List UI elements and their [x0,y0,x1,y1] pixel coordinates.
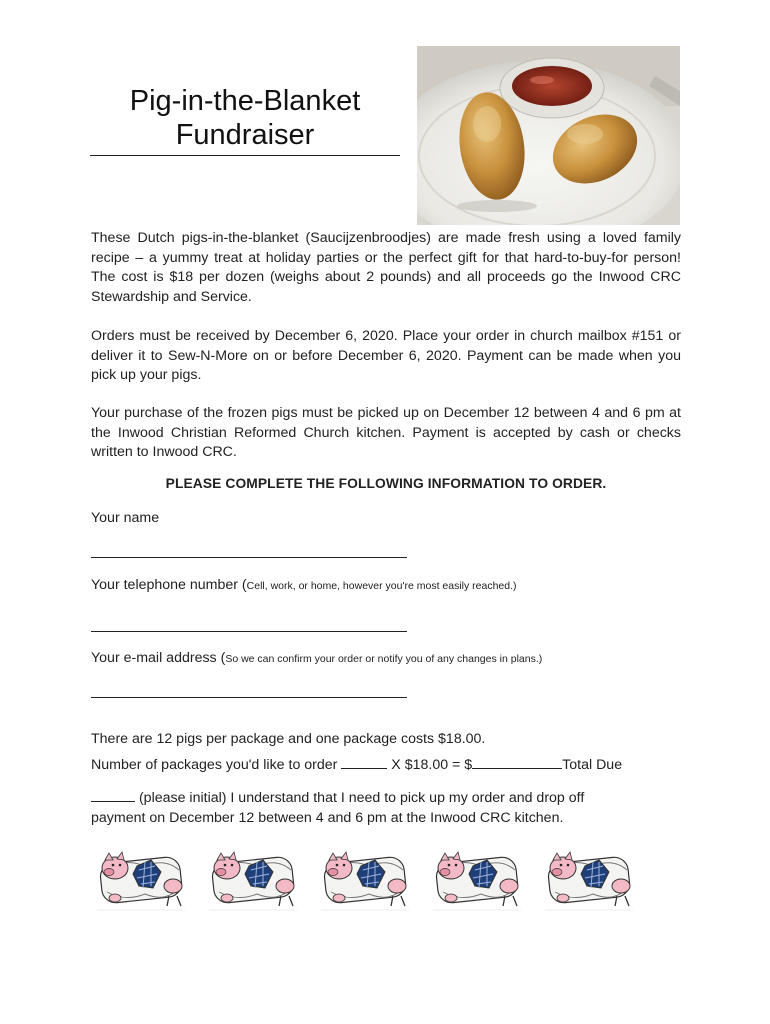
form-heading: PLEASE COMPLETE THE FOLLOWING INFORMATION TO ORDER. [165,476,607,491]
initial-row [91,787,584,806]
pigs-in-blanket-photo [417,46,680,225]
pig-in-blanket-cartoon-icon [207,840,299,920]
intro-paragraph: These Dutch pigs-in-the-blanket (Saucijzenbroodjes) are made fresh using a loved family recipe – a yummy treat at holiday parties or the perfect gift for that hard-to-buy-for person! The cost is $18 per dozen (weighs about 2 pounds) and all proceeds go the Inwood CRC Stewardship and Service. [91,230,681,305]
phone-label: Your telephone number ( [91,577,247,593]
title-line-2: Fundraiser [175,119,315,151]
order-deadline-paragraph: Orders must be received by December 6, 2020. Place your order in church mailbox #151 or deliver it to Sew-N-More on or before December 6, 2020. Payment can be made when you pick up your pigs. [91,328,681,383]
total-field[interactable] [472,754,562,769]
sticker-row [95,840,635,930]
pickup-paragraph: Your purchase of the frozen pigs must be picked up on December 12 between 4 and 6 pm at the Inwood Christian Reformed Church kitchen. Payment is accepted by cash or checks written to Inwood CRC. [91,405,681,460]
total-label: Total Due [562,757,623,773]
packages-field[interactable] [341,754,387,769]
packages-label: Number of packages you'd like to order [91,757,338,773]
email-label-row [91,650,542,666]
package-info: There are 12 pigs per package and one package costs $18.00. [91,731,486,747]
pig-in-blanket-cartoon-icon [543,840,635,930]
pig-in-blanket-cartoon-icon [207,840,299,930]
pig-in-blanket-cartoon-icon [431,840,523,920]
email-label: Your e-mail address ( [91,650,226,666]
initial-field[interactable] [91,787,135,802]
pig-in-blanket-cartoon-icon [319,840,411,930]
pig-in-blanket-cartoon-icon [543,840,635,920]
phone-note: Cell, work, or home, however you're most easily reached.) [246,580,517,592]
title-underline [90,155,400,156]
page-title [90,84,400,152]
pig-in-blanket-cartoon-icon [319,840,411,920]
email-note: So we can confirm your order or notify you of any changes in plans.) [225,653,543,665]
phone-field[interactable] [91,631,407,632]
pig-in-blanket-cartoon-icon [95,840,187,930]
price-text: X $18.00 = $ [391,757,473,773]
name-field[interactable] [91,557,407,558]
name-label: Your name [91,510,160,526]
pig-in-blanket-cartoon-icon [431,840,523,930]
phone-label-row [91,577,517,593]
pig-in-blanket-cartoon-icon [95,840,187,920]
order-quantity-row [91,754,622,773]
email-field[interactable] [91,697,407,698]
initial-text: (please initial) I understand that I need to pick up my order and drop off [138,790,585,806]
initial-text-line-2: payment on December 12 between 4 and 6 pm at the Inwood CRC kitchen. [91,810,564,826]
title-line-1: Pig-in-the-Blanket [129,85,361,117]
